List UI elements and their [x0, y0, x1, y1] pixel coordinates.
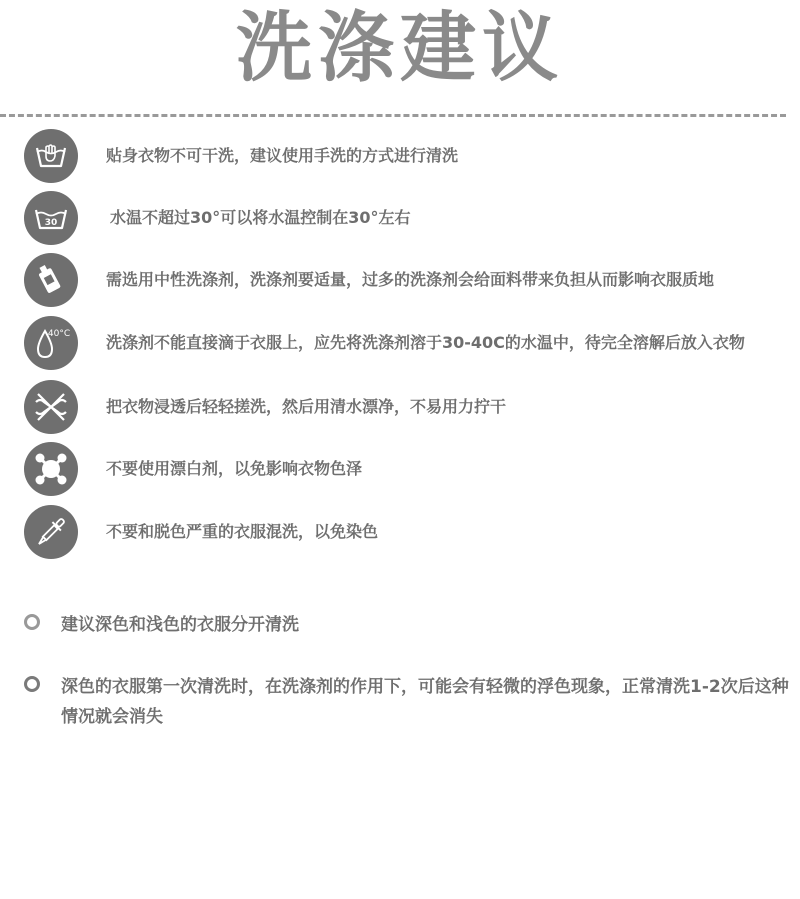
bullet-circle-icon: [24, 614, 40, 630]
instruction-text: 水温不超过30°可以将水温控制在30°左右: [110, 208, 411, 227]
dropper-icon: [24, 505, 78, 559]
wash-30-icon: [24, 191, 78, 245]
instruction-row: [24, 442, 794, 498]
instruction-text: 贴身衣物不可干洗，建议使用手洗的方式进行清洗: [106, 146, 459, 165]
note-text: 深色的衣服第一次清洗时，在洗涤剂的作用下，可能会有轻微的浮色现象，正常清洗1-2次后这种情况就会消失: [61, 677, 789, 727]
instruction-row: [24, 380, 794, 436]
instruction-row: [24, 129, 794, 185]
instruction-text: 需选用中性洗涤剂，洗涤剂要适量，过多的洗涤剂会给面料带来负担从而影响衣服质地: [106, 270, 715, 289]
dashed-divider: [0, 114, 786, 117]
do-not-wring-icon: [24, 380, 78, 434]
detergent-icon: [24, 253, 78, 307]
no-bleach-icon: [24, 442, 78, 496]
instruction-text: 洗涤剂不能直接滴于衣服上，应先将洗涤剂溶于30-40C的水温中，待完全溶解后放入衣物: [106, 333, 745, 352]
page-title: 洗涤建议: [236, 3, 564, 92]
instruction-row: [24, 253, 794, 309]
instruction-row: [24, 505, 794, 561]
instruction-text: 把衣物浸透后轻轻搓洗，然后用清水漂净，不易用力拧干: [106, 397, 507, 416]
instruction-row: [24, 191, 794, 247]
bullet-circle-icon: [24, 676, 40, 692]
water-temp-label: 40°C: [47, 329, 71, 339]
hand-wash-icon: [24, 129, 78, 183]
note-text: 建议深色和浅色的衣服分开清洗: [61, 615, 299, 635]
instruction-row: [24, 316, 794, 372]
instruction-text: 不要和脱色严重的衣服混洗，以免染色: [106, 522, 379, 541]
water-drop-40c-icon: [24, 316, 78, 370]
instruction-text: 不要使用漂白剂，以免影响衣物色泽: [106, 459, 363, 478]
wash-temp-label: 30: [44, 218, 58, 228]
